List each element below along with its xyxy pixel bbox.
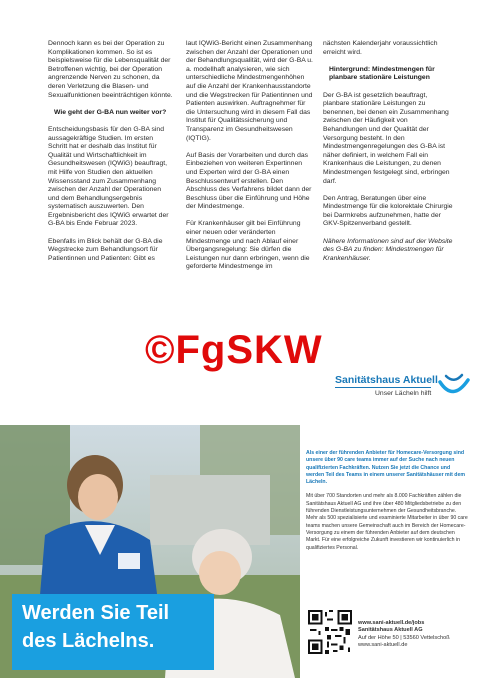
brand-slogan: Unser Lächeln hilft — [375, 390, 432, 397]
paragraph: Ebenfalls im Blick behält der G-BA die Wegstrecke zum Behandlungsort für Patientinnen und Patienten: Gibt es — [48, 237, 163, 262]
brand-name: Sanitätshaus Aktuell — [335, 374, 438, 386]
text-column-3 — [323, 40, 453, 272]
logo-divider — [335, 387, 431, 388]
paragraph: nächsten Kalenderjahr voraussichtlich erreicht wird. — [323, 40, 438, 56]
copyright-watermark: ©FgSKW — [145, 328, 323, 372]
company-address: Auf der Höhe 50 | 53560 Vettelschoß — [358, 634, 450, 641]
ad-lead-text: Als einer der führenden Anbieter für Homecare-Versorgung sind unsere über 90 care teams immer auf der Suche nach neuen qualifizierten Fachkräften. Nutzen Sie jetzt die Chance und werden Teil des Teams in einem unserer Sanitätshäuser mit dem Lächeln. — [306, 450, 465, 486]
company-name: Sanitätshaus Aktuell AG — [358, 627, 423, 634]
section-heading: Hintergrund: Mindestmengen für planbare stationäre Leistungen — [329, 65, 435, 82]
jobs-link[interactable]: www.sani-aktuell.de/jobs — [358, 620, 425, 626]
contact-info — [358, 620, 450, 650]
paragraph: Entscheidungsbasis für den G-BA sind aussagekräftige Studien. Im ersten Schritt hat er deshalb das Institut für Qualität und Wirtschaftlichkeit im Gesundheitswesen (IQWiG) beauftragt, mit Hilfe von Studien den aktuellen Wissensstand zum Zusammenhang zwischen der Anzahl der Operationen und dem Behandlungsergebnis systematisch auszuwerten. Den Ergebnisbericht des IQWiG erwartet der G-BA bis Ende Februar 2023. — [48, 125, 169, 228]
section-heading: Wie geht der G-BA nun weiter vor? — [54, 108, 167, 116]
paragraph: Den Antrag, Beratungen über eine Mindestmenge für die kolorektale Chirurgie bei Darmkrebs aufzunehmen, hatte der GKV-Spitzenverband gestellt. — [323, 194, 453, 228]
cta-banner — [12, 594, 214, 670]
text-column-2 — [186, 40, 314, 281]
info-link-paragraph[interactable]: Nähere Informationen sind auf der Website des G-BA zu finden: Mindestmengen für Krankenhäuser. — [323, 237, 453, 262]
paragraph: laut IQWiG-Bericht einen Zusammenhang zwischen der Anzahl der Operationen und der Behandlungsqualität, wird der G-BA u. a. modellhaft analysieren, wie sich unterschiedliche Mindestmengenhöhen auf die Anzahl der Krankenhausstandorte und die Wegstrecken für Patientinnen und Patienten auswirken. Auftragnehmer für die Untersuchung wird in diesem Fall das Institut für Qualitätssicherung und Transparenz im Gesundheitswesen (IQTIG). — [186, 40, 313, 142]
smile-logo-icon — [436, 372, 470, 402]
ad-description — [306, 450, 468, 552]
text-column-1 — [48, 40, 174, 272]
cta-line-2: des Lächelns. — [22, 630, 155, 652]
brand-logo — [335, 372, 475, 406]
paragraph: Dennoch kann es bei der Operation zu Komplikationen kommen. So ist es beispielsweise für die Lebensqualität der Betroffenen wichtig, bei der Operation angrenzende Nerven zu schonen, da deren Verletzung die Blasen- und Sexualfunktionen beeinträchtigen könnte. — [48, 40, 173, 99]
paragraph: Der G-BA ist gesetzlich beauftragt, planbare stationäre Leistungen zu benennen, bei denen ein Zusammenhang zwischen der Häufigkeit von Behandlungen und der Qualität der Versorgung besteht. In den Mindestmengenregelungen des G-BA ist näher definiert, in welchem Fall ein Krankenhaus die Leistungen, zu denen Mindestmengen festgelegt sind, erbringen darf. — [323, 91, 450, 185]
paragraph: Für Krankenhäuser gilt bei Einführung einer neuen oder veränderten Mindestmenge und nach Ablauf einer Übergangsregelung: Sie dürfen die Leistungen nur dann erbringen, wenn die geforderte Mindestmenge im — [186, 220, 310, 271]
website-link[interactable]: www.sani-aktuell.de — [358, 642, 408, 649]
ad-body-text: Mit über 700 Standorten und mehr als 8.000 Fachkräften zählen die Sanitätshaus Aktuell AG und ihre über 480 Mitgliedsbetriebe zu den führenden Dienstleistungsunternehmen der Gesundheitsbranche. Mehr als 500 spezialisierte und examinierte Mitarbeiter in über 90 care teams machen unsere Gemeinschaft auch im Bereich der Homecare-Versorgung zu einem der führenden Anbieter auf dem deutschen Markt. Für eine erfolgreiche Zukunft investieren wir kontinuierlich in qualifiziertes Personal. — [306, 493, 468, 551]
qr-code-icon[interactable] — [308, 610, 352, 654]
cta-line-1: Werden Sie Teil — [22, 602, 170, 624]
paragraph: Auf Basis der Vorarbeiten und durch das Einbeziehen von weiteren Expertinnen und Experten wird der G-BA einen Beschlussentwurf erstellen. Den Abschluss des Verfahrens bildet dann der Beschluss über die Einführung und Höhe der Mindestmenge. — [186, 151, 312, 211]
